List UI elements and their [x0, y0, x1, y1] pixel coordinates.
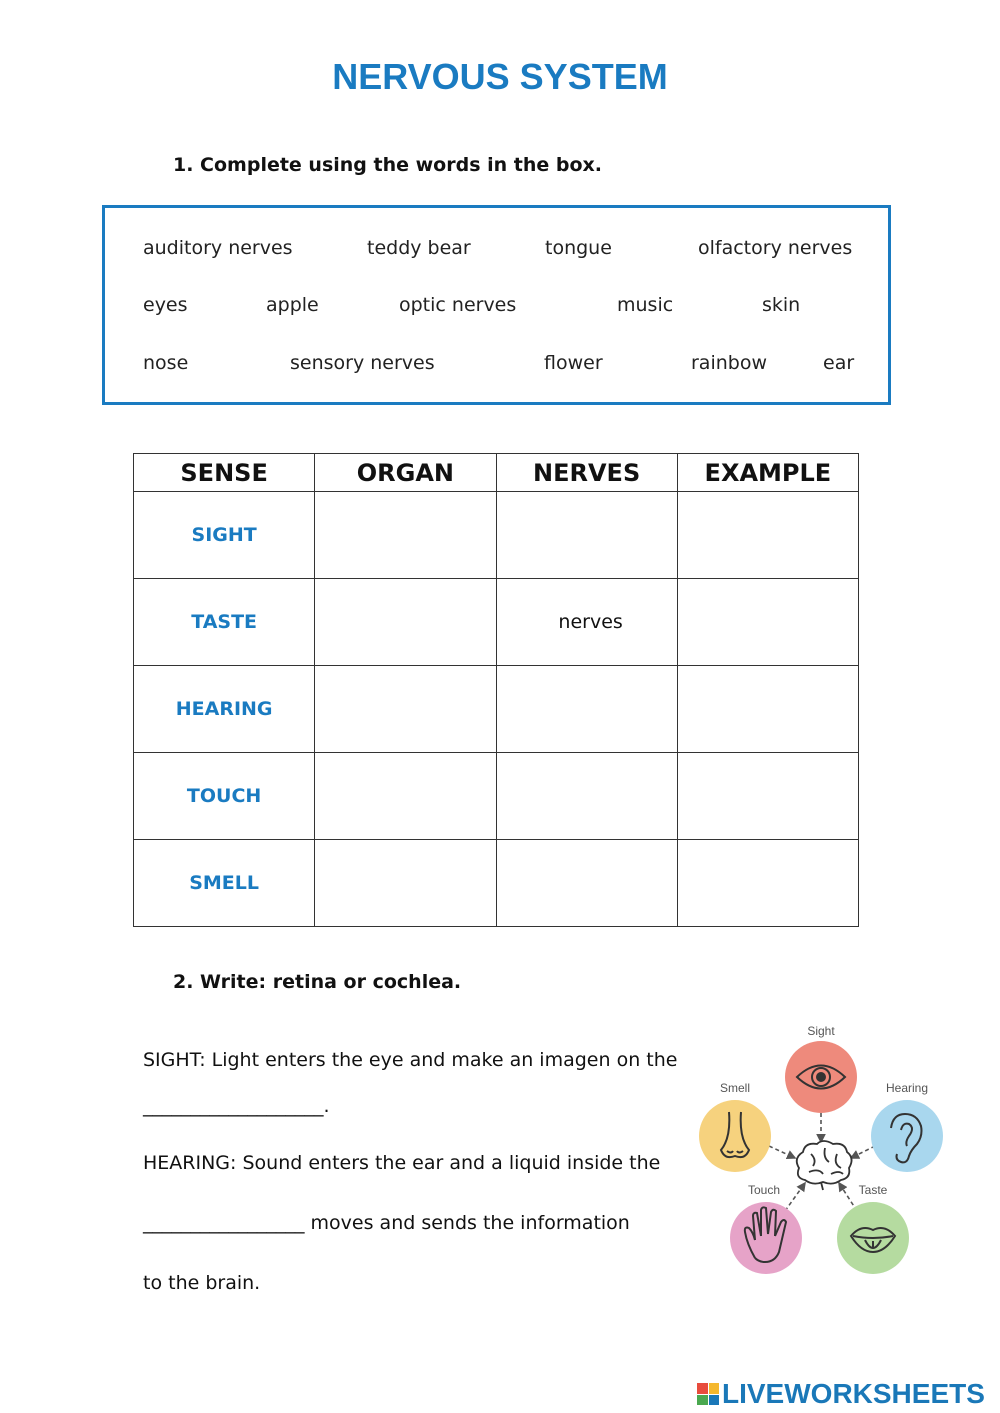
header-example: EXAMPLE [677, 454, 858, 492]
organ-answer-cell[interactable] [315, 492, 496, 579]
brand-name: LIVEWORKSHEETS [722, 1378, 985, 1409]
word-bank-item: rainbow [691, 352, 767, 374]
table-row [134, 666, 859, 753]
hearing-label: Hearing [885, 1081, 929, 1095]
logo-square [709, 1395, 720, 1406]
brain-icon [797, 1141, 852, 1190]
hearing-sentence: HEARING: Sound enters the ear and a liquid inside the [143, 1152, 661, 1174]
touch-label: Touch [747, 1183, 781, 1197]
table-row [134, 492, 859, 579]
header-nerves: NERVES [496, 454, 677, 492]
cochlea-blank-line[interactable]: _________________ moves and sends the information [143, 1212, 630, 1234]
nerves-answer-cell[interactable] [496, 753, 677, 840]
word-bank-item: ear [823, 352, 855, 374]
sense-cell: TOUCH [134, 753, 315, 840]
header-sense: SENSE [134, 454, 315, 492]
logo-square [697, 1383, 708, 1394]
header-organ: ORGAN [315, 454, 496, 492]
liveworksheets-logo [697, 1376, 985, 1412]
word-bank-item: auditory nerves [143, 237, 293, 259]
hearing-sentence-end: to the brain. [143, 1272, 261, 1294]
sense-cell: SIGHT [134, 492, 315, 579]
taste-label: Taste [858, 1183, 888, 1197]
nerves-answer-cell[interactable]: nerves [496, 579, 677, 666]
organ-answer-cell[interactable] [315, 666, 496, 753]
logo-square [709, 1383, 720, 1394]
five-senses-diagram [693, 1018, 953, 1283]
word-bank-item: eyes [143, 294, 188, 316]
word-bank-item: apple [266, 294, 319, 316]
nerves-answer-cell[interactable] [496, 840, 677, 927]
word-bank-item: optic nerves [399, 294, 517, 316]
word-bank-item: tongue [545, 237, 612, 259]
nerves-answer-cell[interactable] [496, 666, 677, 753]
sense-cell: HEARING [134, 666, 315, 753]
example-answer-cell[interactable] [677, 666, 858, 753]
example-answer-cell[interactable] [677, 753, 858, 840]
table-header-row [134, 454, 859, 492]
word-bank-item: music [617, 294, 674, 316]
nerves-answer-cell[interactable] [496, 492, 677, 579]
exercise-2-instruction: 2. Write: retina or cochlea. [173, 971, 462, 993]
word-bank-item: flower [544, 352, 603, 374]
word-box [102, 205, 891, 405]
word-bank-item: nose [143, 352, 189, 374]
word-bank-item: skin [762, 294, 801, 316]
example-answer-cell[interactable] [677, 579, 858, 666]
table-row [134, 840, 859, 927]
smell-circle [699, 1100, 771, 1172]
organ-answer-cell[interactable] [315, 753, 496, 840]
organ-answer-cell[interactable] [315, 579, 496, 666]
sense-cell: TASTE [134, 579, 315, 666]
table-row [134, 753, 859, 840]
sense-cell: SMELL [134, 840, 315, 927]
logo-mark-icon [697, 1383, 719, 1405]
exercise-1-instruction: 1. Complete using the words in the box. [173, 154, 603, 176]
example-answer-cell[interactable] [677, 840, 858, 927]
word-bank-item: sensory nerves [290, 352, 435, 374]
sight-sentence: SIGHT: Light enters the eye and make an imagen on the [143, 1049, 678, 1071]
example-answer-cell[interactable] [677, 492, 858, 579]
smell-label: Smell [719, 1081, 751, 1095]
senses-table [133, 453, 859, 927]
page-title: NERVOUS SYSTEM [332, 56, 668, 97]
organ-answer-cell[interactable] [315, 840, 496, 927]
table-row [134, 579, 859, 666]
logo-square [697, 1395, 708, 1406]
word-bank-item: olfactory nerves [698, 237, 853, 259]
retina-blank-line[interactable]: ___________________. [143, 1095, 330, 1117]
word-bank-item: teddy bear [367, 237, 471, 259]
sight-label: Sight [807, 1024, 835, 1038]
